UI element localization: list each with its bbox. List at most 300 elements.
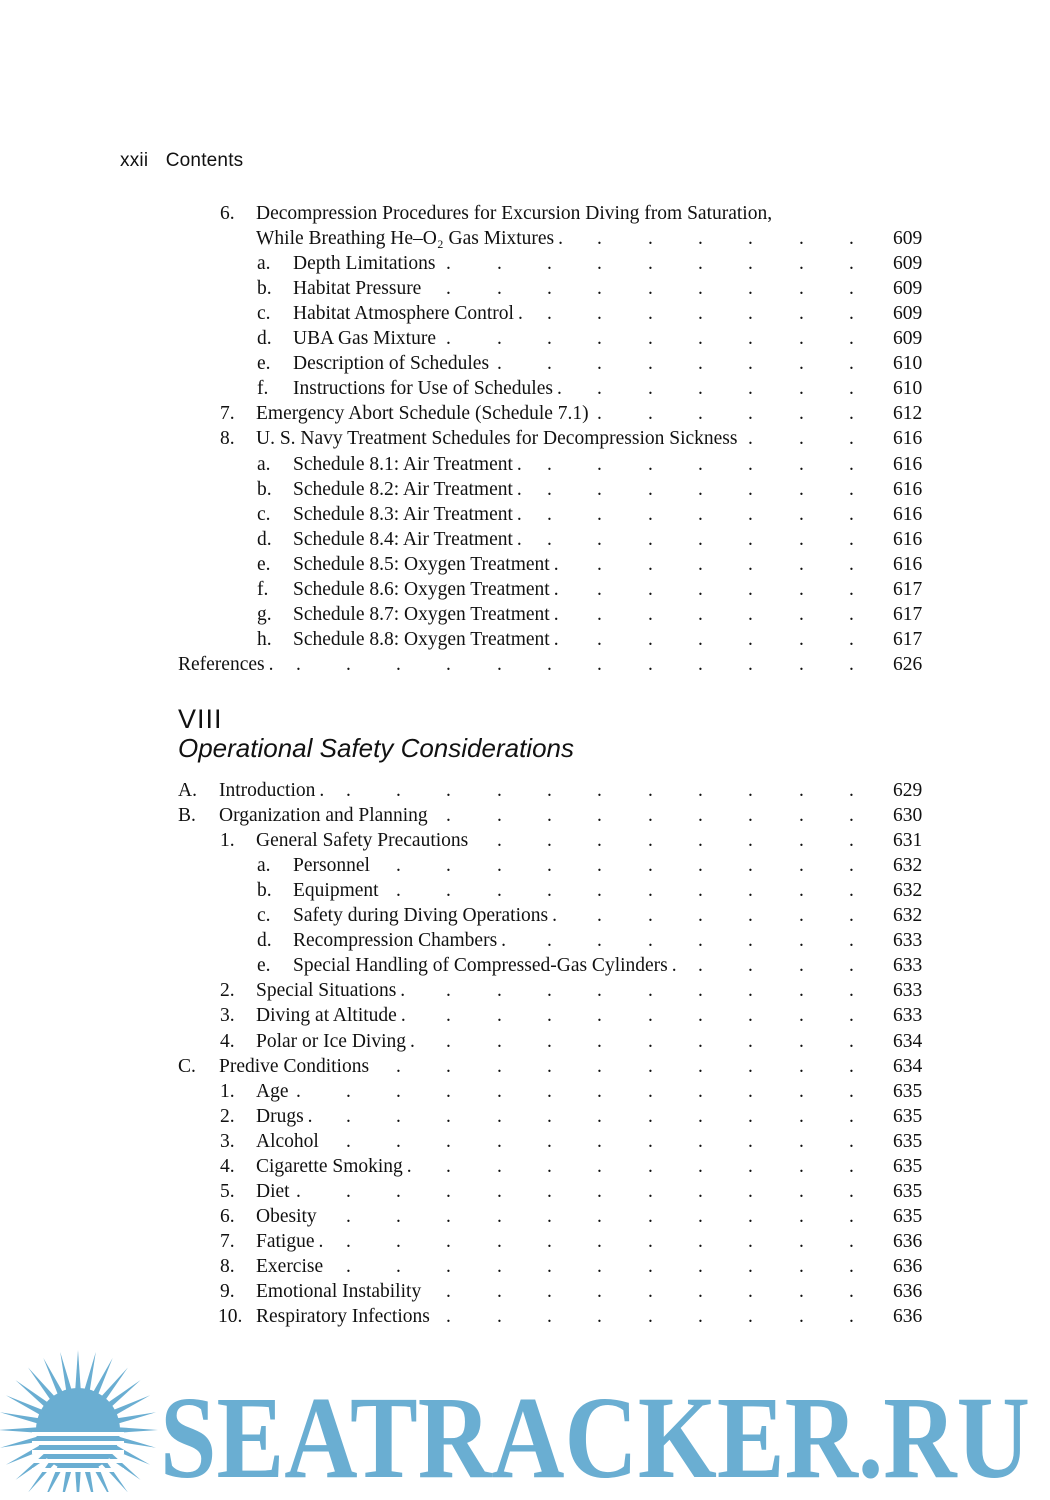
leader-dot: .	[648, 855, 653, 877]
running-head	[120, 150, 243, 172]
toc-entry	[0, 527, 1050, 552]
leader-dot: .	[698, 830, 703, 852]
leader-dot: .	[396, 1055, 401, 1077]
leader-dot: .	[748, 1230, 753, 1252]
leader-dot: .	[849, 955, 854, 977]
toc-entry-page: 616	[893, 553, 923, 575]
toc-entry	[0, 1229, 1050, 1254]
leader-dot: .	[396, 1205, 401, 1227]
leader-dot: .	[799, 830, 804, 852]
leader-dot: .	[446, 880, 451, 902]
leader-dot: .	[597, 1155, 602, 1177]
toc-entry-page: 635	[893, 1105, 923, 1127]
leader-dot: .	[799, 303, 804, 325]
toc-entry-title: Special Situations	[256, 980, 397, 1002]
leader-dot: .	[597, 378, 602, 400]
leader-dot: .	[558, 228, 564, 250]
toc-entry	[0, 577, 1050, 602]
leader-dot: .	[597, 1105, 602, 1127]
leader-dot: .	[799, 628, 804, 650]
toc-entry-label: 4.	[220, 1030, 235, 1052]
toc-entry-page: 633	[893, 955, 923, 977]
toc-entry-page: 631	[893, 830, 923, 852]
leader-dot: .	[597, 1130, 602, 1152]
leader-dot: .	[698, 1180, 703, 1202]
sun-stripe	[32, 1432, 124, 1436]
toc-entry-title: Habitat Atmosphere Control	[293, 303, 514, 325]
leader-dot: .	[648, 228, 653, 250]
leader-dot: .	[346, 1105, 351, 1127]
leader-dot: .	[849, 278, 854, 300]
toc-entry-title: Obesity	[256, 1205, 317, 1227]
leader-dot: .	[748, 578, 753, 600]
toc-entry-label: 3.	[220, 1005, 235, 1027]
leader-dot: .	[497, 880, 502, 902]
leader-dot: .	[597, 980, 602, 1002]
leader-dot: .	[296, 1080, 301, 1102]
leader-dot: .	[648, 1005, 653, 1027]
toc-entry-page: 636	[893, 1306, 923, 1328]
toc-entry-page: 609	[893, 303, 923, 325]
leader-dot: .	[446, 1005, 451, 1027]
toc-entry-title: Emotional Instability	[256, 1281, 422, 1302]
leader-dot: .	[597, 905, 602, 927]
leader-dot: .	[799, 1230, 804, 1252]
leader-dot: .	[748, 1155, 753, 1177]
leader-dot: .	[648, 980, 653, 1002]
leader-dot: .	[552, 905, 557, 927]
watermark	[0, 1342, 1050, 1500]
leader-dot: .	[698, 1005, 703, 1027]
leader-dot: .	[597, 1055, 602, 1077]
leader-dot: .	[698, 1130, 703, 1152]
toc-entry-label: a.	[257, 453, 271, 475]
leader-dot: .	[849, 603, 854, 625]
leader-dot: .	[648, 528, 653, 550]
leader-dot: .	[799, 253, 804, 275]
toc-entry	[0, 903, 1050, 928]
leader-dot: .	[748, 453, 753, 475]
leader-dot: .	[698, 855, 703, 877]
leader-dot: .	[748, 855, 753, 877]
leader-dot: .	[849, 1055, 854, 1077]
leader-dot: .	[597, 303, 602, 325]
chapter-number: VIII	[178, 704, 223, 734]
toc-entry	[0, 602, 1050, 627]
toc-entry-label: 7.	[220, 1230, 235, 1252]
leader-dot: .	[319, 780, 325, 801]
leader-dot: .	[597, 1230, 602, 1252]
leader-dot: .	[547, 1005, 552, 1027]
leader-dot: .	[799, 228, 804, 250]
toc-entry-label: a.	[257, 253, 271, 275]
leader-dot: .	[547, 453, 552, 475]
leader-dot: .	[799, 553, 804, 575]
leader-dot: .	[597, 528, 602, 550]
toc-entry	[0, 1304, 1050, 1329]
leader-dot: .	[799, 278, 804, 300]
toc-entry-label: 6.	[220, 1205, 235, 1227]
toc-entry-title: Schedule 8.4: Air Treatment	[293, 528, 513, 550]
leader-dot: .	[849, 503, 854, 525]
leader-dot: .	[597, 880, 602, 902]
leader-dot: .	[698, 1281, 703, 1302]
leader-dot: .	[849, 1105, 854, 1127]
leader-dot: .	[597, 1281, 602, 1302]
toc-entry-page: 616	[893, 478, 923, 500]
leader-dot: .	[698, 603, 703, 625]
toc-entry-title: U. S. Navy Treatment Schedules for Decompression Sickness	[256, 428, 738, 450]
toc-entry	[0, 652, 1050, 677]
leader-dot: .	[648, 278, 653, 300]
leader-dot: .	[849, 378, 854, 400]
toc-entry-title: Schedule 8.1: Air Treatment	[293, 453, 513, 475]
toc-entry-page: 629	[893, 780, 923, 801]
leader-dot: .	[648, 1105, 653, 1127]
sun-ray	[84, 1352, 96, 1392]
leader-dot: .	[547, 855, 552, 877]
leader-dot: .	[396, 1180, 401, 1202]
leader-dot: .	[698, 1030, 703, 1052]
leader-dot: .	[799, 353, 804, 375]
leader-dot: .	[849, 303, 854, 325]
leader-dot: .	[547, 1080, 552, 1102]
toc-entry	[0, 552, 1050, 577]
leader-dot: .	[516, 478, 522, 500]
leader-dot: .	[849, 453, 854, 475]
leader-dot: .	[849, 1306, 854, 1328]
leader-dot: .	[648, 1205, 653, 1227]
toc-entry-label: c.	[257, 905, 271, 927]
leader-dot: .	[648, 353, 653, 375]
leader-dot: .	[748, 353, 753, 375]
toc-entry-title: Organization and Planning	[219, 805, 428, 827]
leader-dot: .	[553, 578, 559, 600]
toc-entry-page: 633	[893, 980, 923, 1002]
leader-dot: .	[497, 805, 502, 827]
toc-entry-page: 626	[893, 653, 923, 675]
leader-dot: .	[648, 1155, 653, 1177]
toc-entry	[0, 1003, 1050, 1028]
leader-dot: .	[849, 228, 854, 250]
leader-dot: .	[547, 1130, 552, 1152]
leader-dot: .	[648, 553, 653, 575]
leader-dot: .	[547, 478, 552, 500]
leader-dot: .	[748, 1205, 753, 1227]
leader-dot: .	[799, 930, 804, 952]
leader-dot: .	[497, 1155, 502, 1177]
leader-dot: .	[799, 905, 804, 927]
leader-dot: .	[346, 653, 351, 675]
toc-entry-page: 633	[893, 1005, 923, 1027]
leader-dot: .	[648, 403, 653, 425]
leader-dot: .	[597, 1255, 602, 1277]
leader-dot: .	[497, 1281, 502, 1302]
leader-dot: .	[396, 1230, 401, 1252]
leader-dot: .	[648, 303, 653, 325]
toc-entry-page: 616	[893, 528, 923, 550]
leader-dot: .	[597, 353, 602, 375]
leader-dot: .	[446, 328, 451, 350]
toc-entry	[0, 828, 1050, 853]
leader-dot: .	[849, 478, 854, 500]
leader-dot: .	[799, 378, 804, 400]
leader-dot: .	[446, 1030, 451, 1052]
leader-dot: .	[648, 1306, 653, 1328]
leader-dot: .	[396, 1255, 401, 1277]
toc-entry-title: Equipment	[293, 880, 379, 902]
leader-dot: .	[849, 628, 854, 650]
leader-dot: .	[698, 805, 703, 827]
leader-dot: .	[396, 855, 401, 877]
leader-dot: .	[547, 930, 552, 952]
leader-dot: .	[849, 253, 854, 275]
leader-dot: .	[648, 1281, 653, 1302]
leader-dot: .	[799, 1255, 804, 1277]
toc-entry-label: B.	[178, 805, 196, 827]
leader-dot: .	[799, 955, 804, 977]
toc-entry-title: Schedule 8.7: Oxygen Treatment	[293, 603, 550, 625]
toc-entry	[0, 251, 1050, 276]
leader-dot: .	[296, 1180, 301, 1202]
toc-entry-page: 610	[893, 353, 923, 375]
toc-entry-title: Cigarette Smoking	[256, 1155, 403, 1177]
sun-ray	[0, 1412, 40, 1424]
leader-dot: .	[849, 880, 854, 902]
sun-ray	[118, 1427, 158, 1433]
leader-dot: .	[849, 805, 854, 827]
leader-dot: .	[648, 905, 653, 927]
leader-dot: .	[748, 653, 753, 675]
leader-dot: .	[497, 1055, 502, 1077]
leader-dot: .	[547, 503, 552, 525]
leader-dot: .	[346, 1255, 351, 1277]
toc-entry-page: 609	[893, 228, 923, 250]
leader-dot: .	[446, 1130, 451, 1152]
toc-entry	[0, 452, 1050, 477]
leader-dot: .	[849, 428, 854, 450]
toc-entry-page: 609	[893, 278, 923, 300]
leader-dot: .	[446, 1205, 451, 1227]
leader-dot: .	[698, 578, 703, 600]
leader-dot: .	[497, 1005, 502, 1027]
leader-dot: .	[648, 503, 653, 525]
leader-dot: .	[648, 378, 653, 400]
toc-entry-page: 635	[893, 1130, 923, 1152]
leader-dot: .	[698, 253, 703, 275]
leader-dot: .	[497, 278, 502, 300]
leader-dot: .	[698, 1055, 703, 1077]
leader-dot: .	[497, 353, 502, 375]
leader-dot: .	[597, 253, 602, 275]
leader-dot: .	[446, 1055, 451, 1077]
leader-dot: .	[698, 1230, 703, 1252]
leader-dot: .	[547, 328, 552, 350]
toc-entry-title: Special Handling of Compressed-Gas Cylinders	[293, 955, 668, 977]
toc-entry-page: 636	[893, 1230, 923, 1252]
toc-entry-page: 634	[893, 1055, 923, 1077]
toc-entry-label: f.	[257, 578, 269, 600]
toc-entry	[0, 201, 1050, 226]
leader-dot: .	[748, 378, 753, 400]
toc-entry-label: h.	[257, 628, 272, 650]
toc-entry-label: e.	[257, 353, 271, 375]
leader-dot: .	[396, 780, 401, 801]
leader-dot: .	[597, 1080, 602, 1102]
leader-dot: .	[698, 955, 703, 977]
leader-dot: .	[547, 880, 552, 902]
running-head-section: Contents	[165, 150, 244, 171]
toc-entry-page: 635	[893, 1205, 923, 1227]
toc-entry-title: Alcohol	[256, 1130, 319, 1152]
toc-entry-page: 612	[893, 403, 923, 425]
toc-entry-label: e.	[257, 553, 271, 575]
toc-entry-title: Depth Limitations	[293, 253, 436, 275]
leader-dot: .	[748, 1281, 753, 1302]
leader-dot: .	[799, 453, 804, 475]
toc-entry-title: Safety during Diving Operations	[293, 905, 549, 927]
toc-entry-title: Exercise	[256, 1255, 324, 1277]
leader-dot: .	[698, 1080, 703, 1102]
leader-dot: .	[501, 930, 507, 952]
leader-dot: .	[648, 1030, 653, 1052]
leader-dot: .	[318, 1230, 324, 1252]
sun-burst-icon	[0, 1350, 160, 1500]
leader-dot: .	[748, 228, 753, 250]
leader-dot: .	[849, 1205, 854, 1227]
leader-dot: .	[698, 653, 703, 675]
leader-dot: .	[849, 830, 854, 852]
leader-dot: .	[748, 830, 753, 852]
leader-dot: .	[799, 1080, 804, 1102]
leader-dot: .	[446, 980, 451, 1002]
toc-entry	[0, 627, 1050, 652]
leader-dot: .	[446, 1230, 451, 1252]
toc-entry-title: Respiratory Infections	[256, 1306, 430, 1328]
toc-entry-page: 632	[893, 905, 923, 927]
leader-dot: .	[698, 628, 703, 650]
leader-dot: .	[597, 1306, 602, 1328]
toc-entry-title: UBA Gas Mixture	[293, 328, 436, 350]
leader-dot: .	[849, 328, 854, 350]
leader-dot: .	[446, 1255, 451, 1277]
leader-dot: .	[849, 528, 854, 550]
toc-entry-label: d.	[257, 328, 272, 350]
leader-dot: .	[698, 1306, 703, 1328]
toc-entry-title: Fatigue	[256, 1230, 315, 1252]
leader-dot: .	[698, 1205, 703, 1227]
leader-dot: .	[748, 1180, 753, 1202]
leader-dot: .	[698, 905, 703, 927]
toc-entry-page: 616	[893, 503, 923, 525]
leader-dot: .	[698, 528, 703, 550]
leader-dot: .	[748, 1255, 753, 1277]
leader-dot: .	[597, 1180, 602, 1202]
toc-entry	[0, 1254, 1050, 1279]
toc-entry-title: Schedule 8.2: Air Treatment	[293, 478, 513, 500]
leader-dot: .	[748, 1080, 753, 1102]
leader-dot: .	[648, 253, 653, 275]
leader-dot: .	[648, 578, 653, 600]
leader-dot: .	[799, 578, 804, 600]
toc-entry-page: 617	[893, 603, 923, 625]
toc-entry-title: Description of Schedules	[293, 353, 490, 375]
leader-dot: .	[849, 930, 854, 952]
toc-entry	[0, 928, 1050, 953]
leader-dot: .	[698, 303, 703, 325]
toc-entry-title: General Safety Precautions	[256, 830, 469, 852]
leader-dot: .	[748, 1105, 753, 1127]
leader-dot: .	[497, 1130, 502, 1152]
leader-dot: .	[446, 278, 451, 300]
toc-entry-title: Schedule 8.8: Oxygen Treatment	[293, 628, 550, 650]
toc-entry	[0, 1204, 1050, 1229]
toc-entry-title: References	[178, 653, 265, 675]
toc-entry	[0, 1079, 1050, 1104]
leader-dot: .	[849, 1281, 854, 1302]
leader-dot: .	[497, 1205, 502, 1227]
leader-dot: .	[410, 1030, 415, 1052]
leader-dot: .	[748, 628, 753, 650]
leader-dot: .	[597, 628, 602, 650]
toc-entry	[0, 978, 1050, 1003]
leader-dot: .	[849, 905, 854, 927]
leader-dot: .	[648, 830, 653, 852]
leader-dot: .	[497, 1230, 502, 1252]
leader-dot: .	[748, 503, 753, 525]
leader-dot: .	[446, 1155, 451, 1177]
leader-dot: .	[748, 955, 753, 977]
leader-dot: .	[698, 880, 703, 902]
leader-dot: .	[597, 780, 602, 801]
leader-dot: .	[799, 328, 804, 350]
leader-dot: .	[849, 403, 854, 425]
leader-dot: .	[547, 1030, 552, 1052]
leader-dot: .	[648, 1080, 653, 1102]
leader-dot: .	[446, 1080, 451, 1102]
leader-dot: .	[648, 628, 653, 650]
toc-entry-page: 633	[893, 930, 923, 952]
leader-dot: .	[748, 805, 753, 827]
leader-dot: .	[849, 1180, 854, 1202]
leader-dot: .	[698, 553, 703, 575]
leader-dot: .	[748, 780, 753, 801]
leader-dot: .	[748, 403, 753, 425]
leader-dot: .	[748, 1005, 753, 1027]
leader-dot: .	[849, 553, 854, 575]
leader-dot: .	[648, 1180, 653, 1202]
leader-dot: .	[446, 1306, 451, 1328]
leader-dot: .	[748, 278, 753, 300]
leader-dot: .	[597, 453, 602, 475]
leader-dot: .	[748, 428, 753, 450]
leader-dot: .	[446, 1105, 451, 1127]
leader-dot: .	[597, 228, 602, 250]
toc-entry	[0, 878, 1050, 903]
leader-dot: .	[497, 980, 502, 1002]
leader-dot: .	[748, 553, 753, 575]
leader-dot: .	[849, 353, 854, 375]
leader-dot: .	[547, 980, 552, 1002]
leader-dot: .	[553, 553, 559, 575]
leader-dot: .	[698, 980, 703, 1002]
leader-dot: .	[597, 553, 602, 575]
leader-dot: .	[748, 328, 753, 350]
toc-entry-title: Decompression Procedures for Excursion Diving from Saturation,	[256, 203, 773, 224]
leader-dot: .	[748, 528, 753, 550]
leader-dot: .	[799, 603, 804, 625]
toc-entry-page: 630	[893, 805, 923, 827]
